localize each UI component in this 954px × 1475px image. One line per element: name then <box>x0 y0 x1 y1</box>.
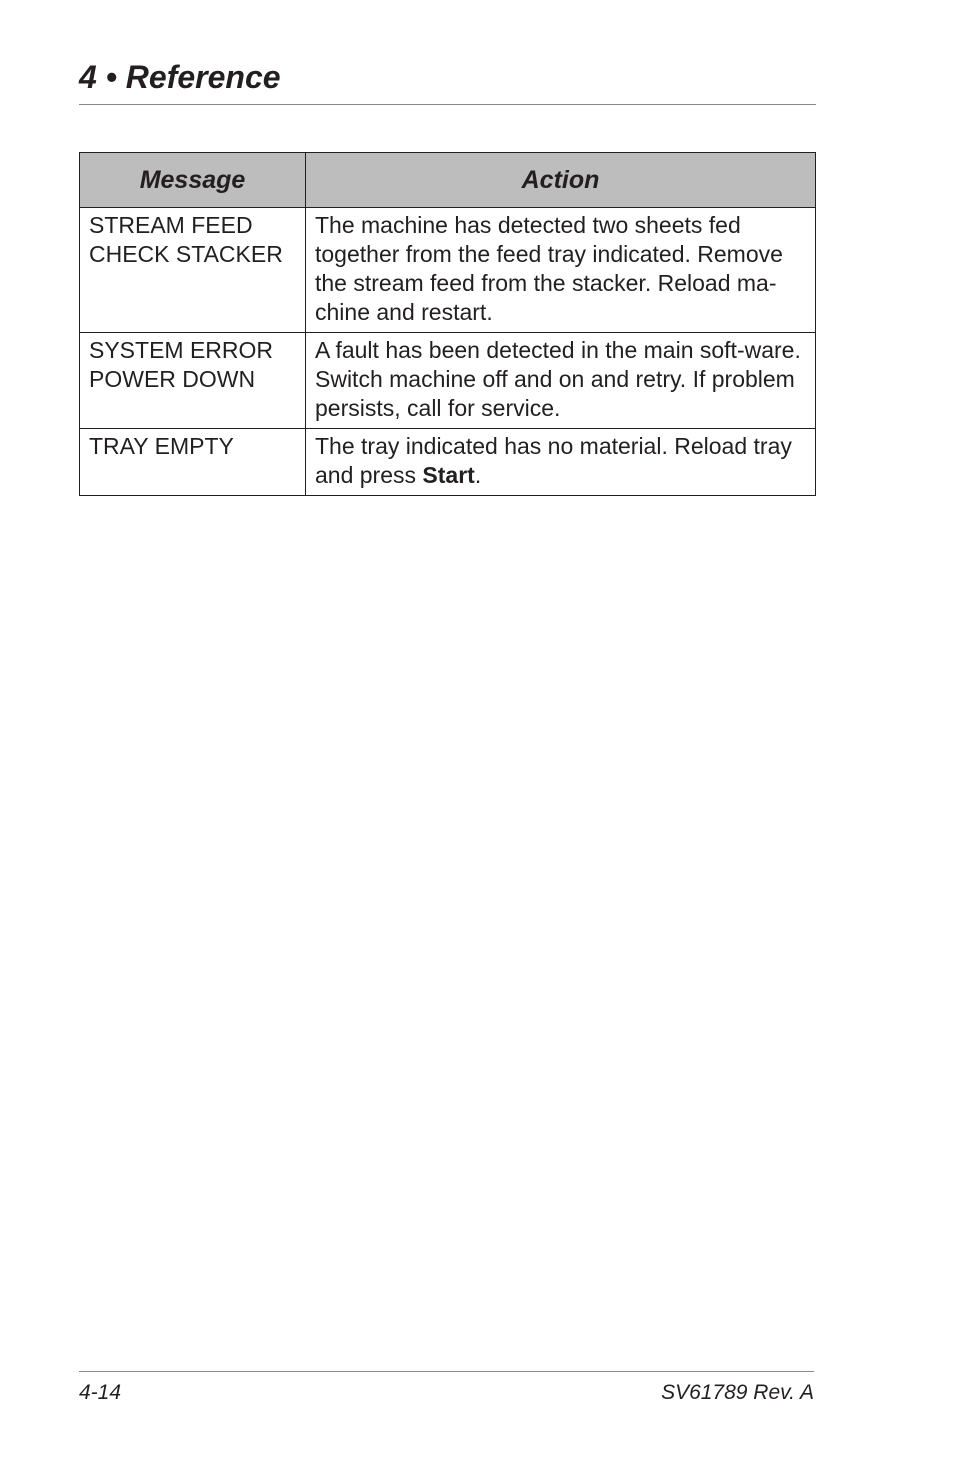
message-line: SYSTEM ERROR <box>89 337 274 363</box>
page-number: 4-14 <box>79 1381 122 1404</box>
page-footer <box>79 1371 814 1405</box>
message-line: POWER DOWN <box>89 366 256 392</box>
message-action-table <box>79 152 816 496</box>
message-line: STREAM FEED <box>89 212 253 238</box>
action-cell: The machine has detected two sheets fed together from the feed tray indicated. Remove the stream feed from the stacker. Reload ma-chine and restart. <box>306 208 816 333</box>
message-cell <box>80 208 306 333</box>
page-title: 4 • Reference <box>79 56 816 105</box>
action-keyword: Start <box>422 462 475 488</box>
message-cell <box>80 333 306 429</box>
action-cell: A fault has been detected in the main soft-ware. Switch machine off and on and retry. If problem persists, call for service. <box>306 333 816 429</box>
action-cell <box>306 429 816 496</box>
message-line: TRAY EMPTY <box>89 433 234 459</box>
table-row <box>80 333 816 429</box>
column-header-message: Message <box>80 153 306 208</box>
action-text-end: . <box>474 462 482 488</box>
page-header <box>79 56 816 105</box>
message-cell <box>80 429 306 496</box>
document-id: SV61789 Rev. A <box>661 1381 814 1404</box>
table-header-row <box>80 153 816 208</box>
table-row <box>80 208 816 333</box>
action-text: The tray indicated has no material. Reload tray and press <box>315 433 792 488</box>
message-line: CHECK STACKER <box>89 241 283 267</box>
column-header-action: Action <box>306 153 816 208</box>
table-row <box>80 429 816 496</box>
